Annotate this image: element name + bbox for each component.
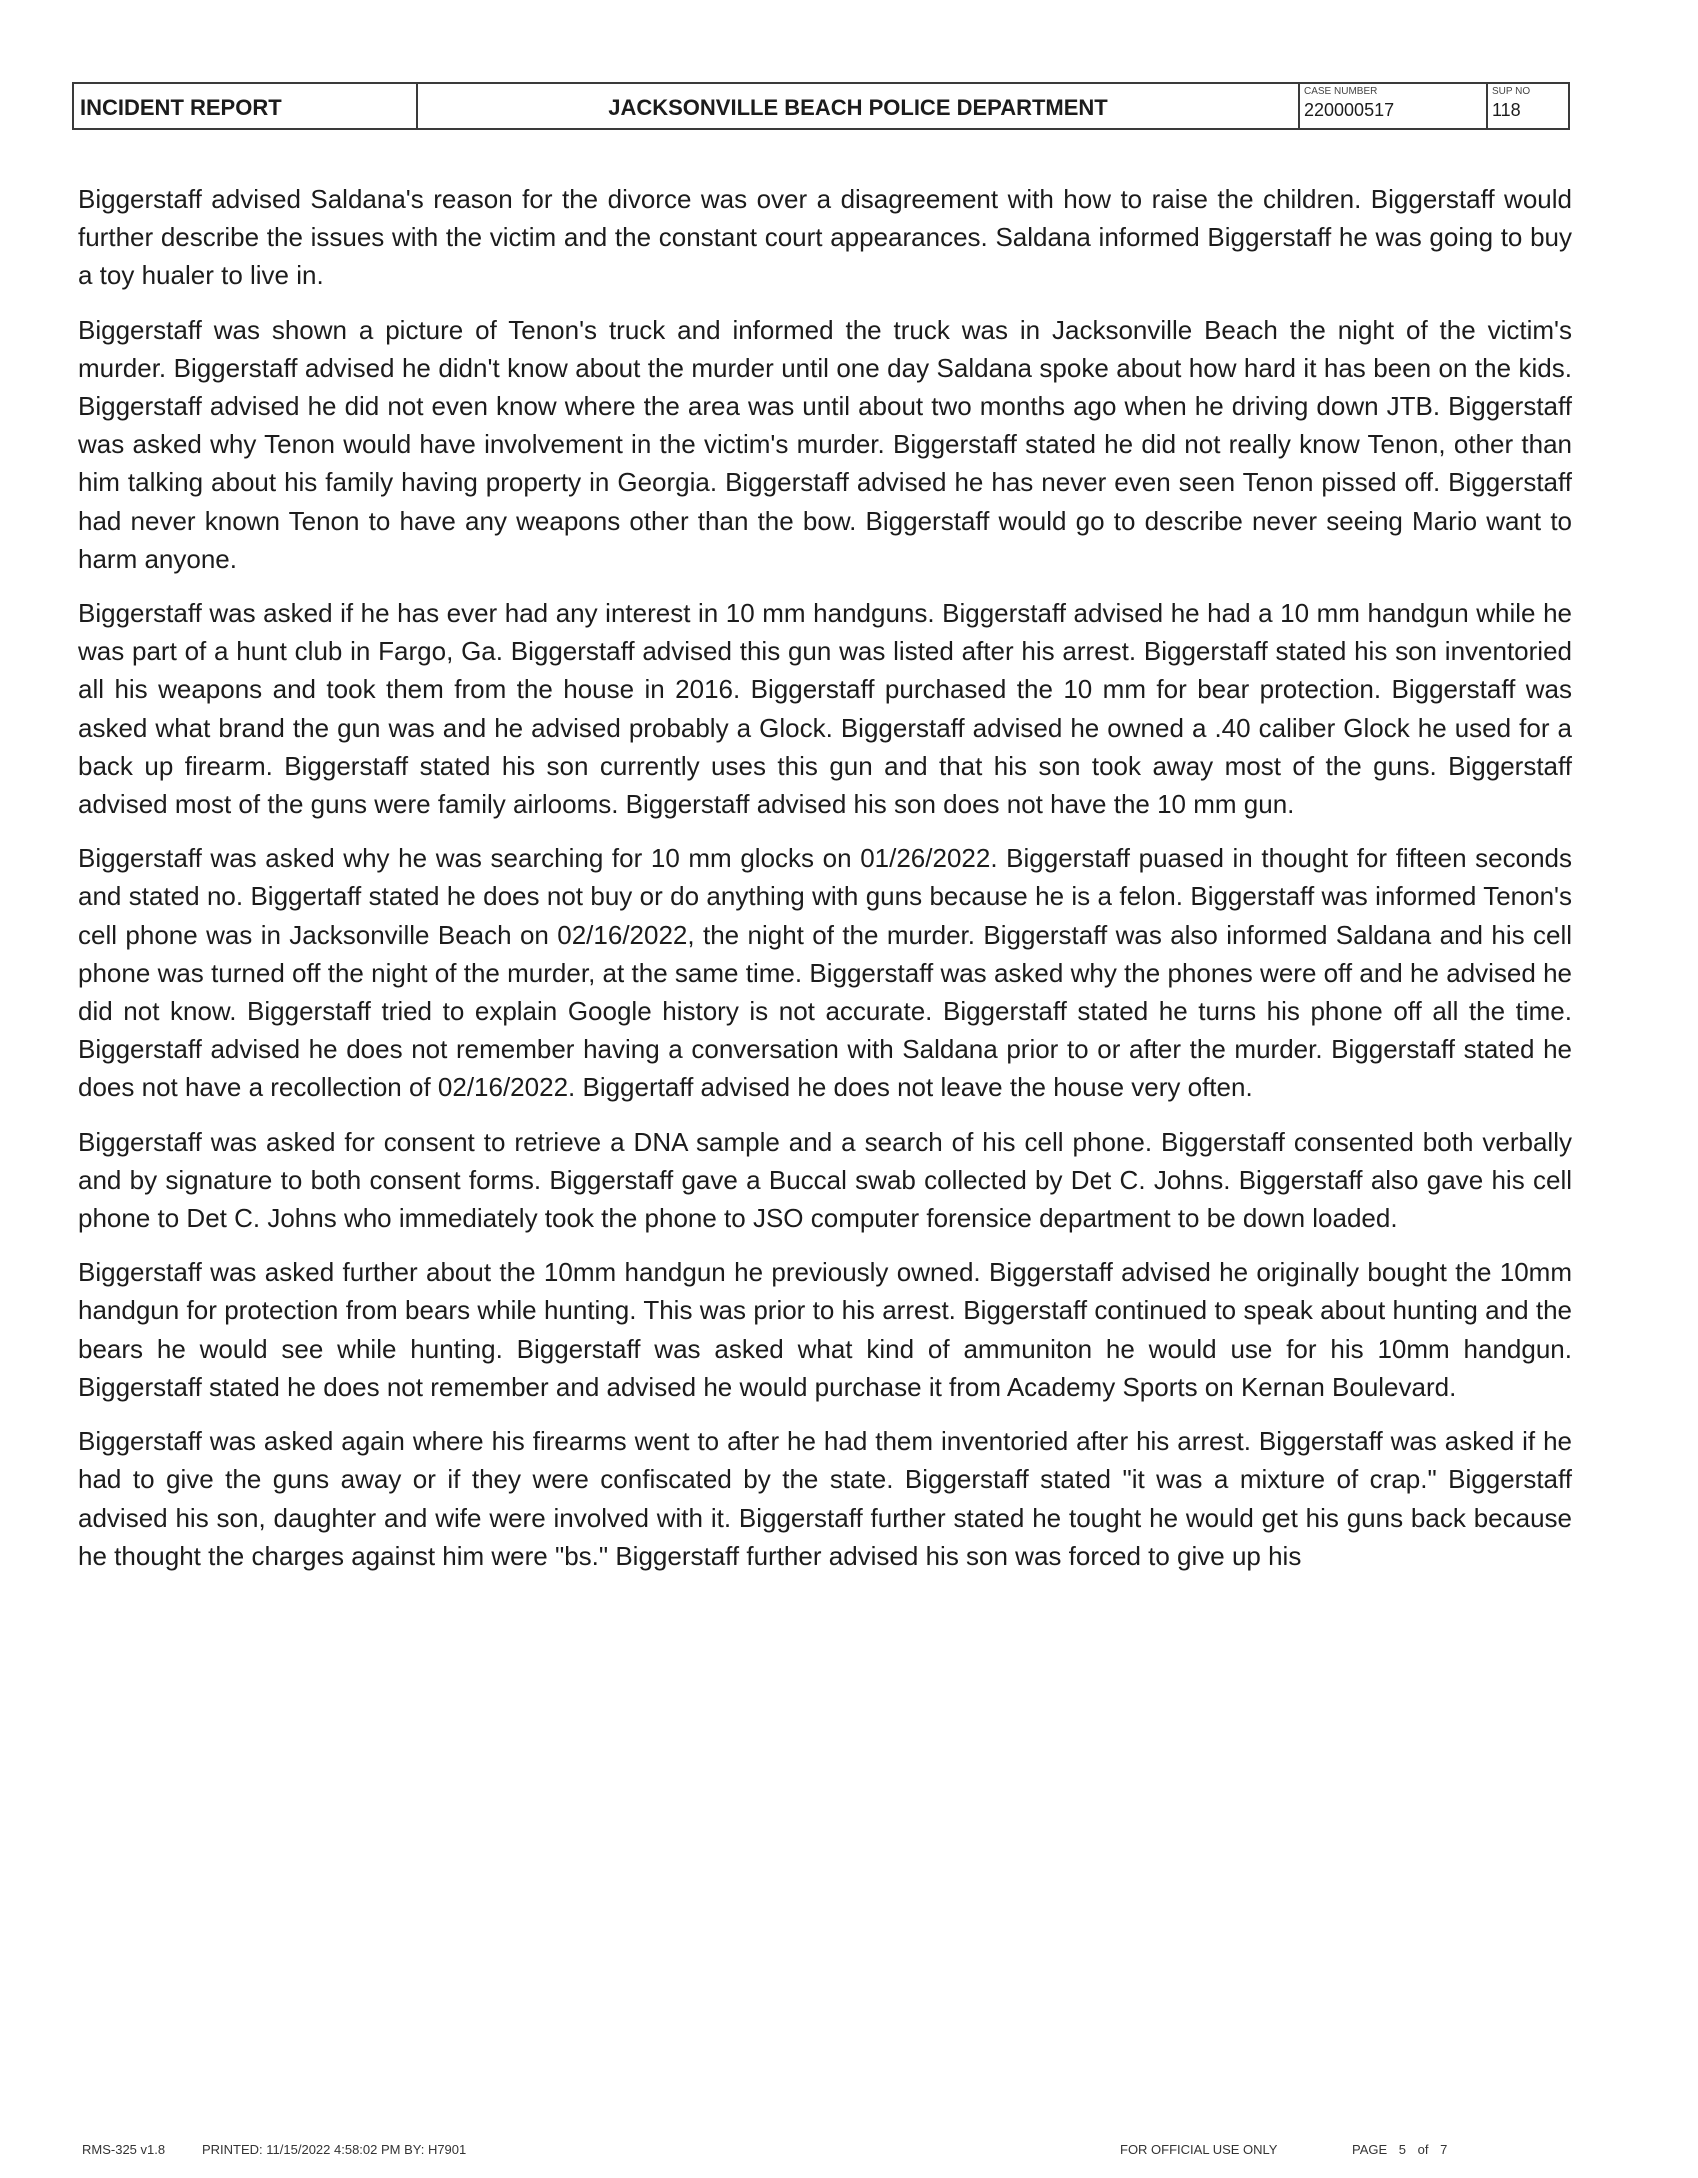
- case-number-label: CASE NUMBER: [1304, 86, 1378, 97]
- report-narrative: [78, 180, 1572, 1591]
- paragraph: Biggerstaff was shown a picture of Tenon's truck and informed the truck was in Jacksonville Beach the night of the victim's murder. Biggerstaff advised he didn't know about the murder until one day Saldana spoke about how hard it has been on the kids. Biggerstaff advised he did not even know where the area was until about two months ago when he driving down JTB. Biggerstaff was asked why Tenon would have involvement in the victim's murder. Biggerstaff stated he did not really know Tenon, other than him talking about his family having property in Georgia. Biggerstaff advised he has never even seen Tenon pissed off. Biggerstaff had never known Tenon to have any weapons other than the bow. Biggerstaff would go to describe never seeing Mario want to harm anyone.: [78, 314, 1572, 574]
- paragraph: Biggerstaff advised Saldana's reason for the divorce was over a disagreement with how to raise the children. Biggerstaff would further describe the issues with the victim and the constant court appearances. Saldana informed Biggerstaff he was going to buy a toy hualer to live in.: [78, 184, 1572, 291]
- paragraph: Biggerstaff was asked for consent to retrieve a DNA sample and a search of his cell phone. Biggerstaff consented both verbally and by signature to both consent forms. Biggerstaff gave a Buccal swab collected by Det C. Johns. Biggerstaff also gave his cell phone to Det C. Johns who immediately took the phone to JSO computer forensice department to be down loaded.: [78, 1126, 1572, 1234]
- sup-no-label: SUP NO: [1492, 86, 1531, 97]
- report-header: [72, 82, 1570, 130]
- department-name: JACKSONVILLE BEACH POLICE DEPARTMENT: [418, 84, 1300, 128]
- paragraph: Biggerstaff was asked if he has ever had any interest in 10 mm handguns. Biggerstaff advised he had a 10 mm handgun while he was part of a hunt club in Fargo, Ga. Biggerstaff advised this gun was listed after his arrest. Biggerstaff stated his son inventoried all his weapons and took them from the house in 2016. Biggerstaff purchased the 10 mm for bear protection. Biggerstaff was asked what brand the gun was and he advised probably a Glock. Biggerstaff advised he owned a .40 caliber Glock he used for a back up firearm. Biggerstaff stated his son currently uses this gun and that his son took away most of the guns. Biggerstaff advised most of the guns were family airlooms. Biggerstaff advised his son does not have the 10 mm gun.: [78, 598, 1572, 820]
- form-id: RMS-325 v1.8: [82, 2142, 166, 2157]
- sup-no: 118: [1492, 100, 1521, 120]
- page-footer: [0, 2142, 1698, 2162]
- case-number: 220000517: [1304, 100, 1395, 120]
- printed-info: PRINTED: 11/15/2022 4:58:02 PM BY: H7901: [202, 2142, 467, 2157]
- case-number-cell: [1300, 84, 1488, 128]
- sup-no-cell: [1488, 84, 1568, 128]
- page-number: PAGE 5 of 7: [1352, 2142, 1448, 2157]
- paragraph: Biggerstaff was asked why he was searching for 10 mm glocks on 01/26/2022. Biggerstaff puased in thought for fifteen seconds and stated no. Biggertaff stated he does not buy or do anything with guns because he is a felon. Biggerstaff was informed Tenon's cell phone was in Jacksonville Beach on 02/16/2022, the night of the murder. Biggerstaff was also informed Saldana and his cell phone was turned off the night of the murder, at the same time. Biggerstaff was asked why the phones were off and he advised he did not know. Biggerstaff tried to explain Google history is not accurate. Biggerstaff stated he turns his phone off all the time. Biggerstaff advised he does not remember having a conversation with Saldana prior to or after the murder. Biggerstaff stated he does not have a recollection of 02/16/2022. Biggertaff advised he does not leave the house very often.: [78, 843, 1572, 1103]
- paragraph: Biggerstaff was asked again where his firearms went to after he had them inventoried after his arrest. Biggerstaff was asked if he had to give the guns away or if they were confiscated by the state. Biggerstaff stated "it was a mixture of crap." Biggerstaff advised his son, daughter and wife were involved with it. Biggerstaff further stated he tought he would get his guns back because he thought the charges against him were "bs." Biggerstaff further advised his son was forced to give up his: [78, 1426, 1572, 1571]
- report-type: INCIDENT REPORT: [74, 84, 418, 128]
- paragraph: Biggerstaff was asked further about the 10mm handgun he previously owned. Biggerstaff advised he originally bought the 10mm handgun for protection from bears while hunting. This was prior to his arrest. Biggerstaff continued to speak about hunting and the bears he would see while hunting. Biggerstaff was asked what kind of ammuniton he would use for his 10mm handgun. Biggerstaff stated he does not remember and advised he would purchase it from Academy Sports on Kernan Boulevard.: [78, 1257, 1572, 1402]
- classification-label: FOR OFFICIAL USE ONLY: [1120, 2142, 1278, 2157]
